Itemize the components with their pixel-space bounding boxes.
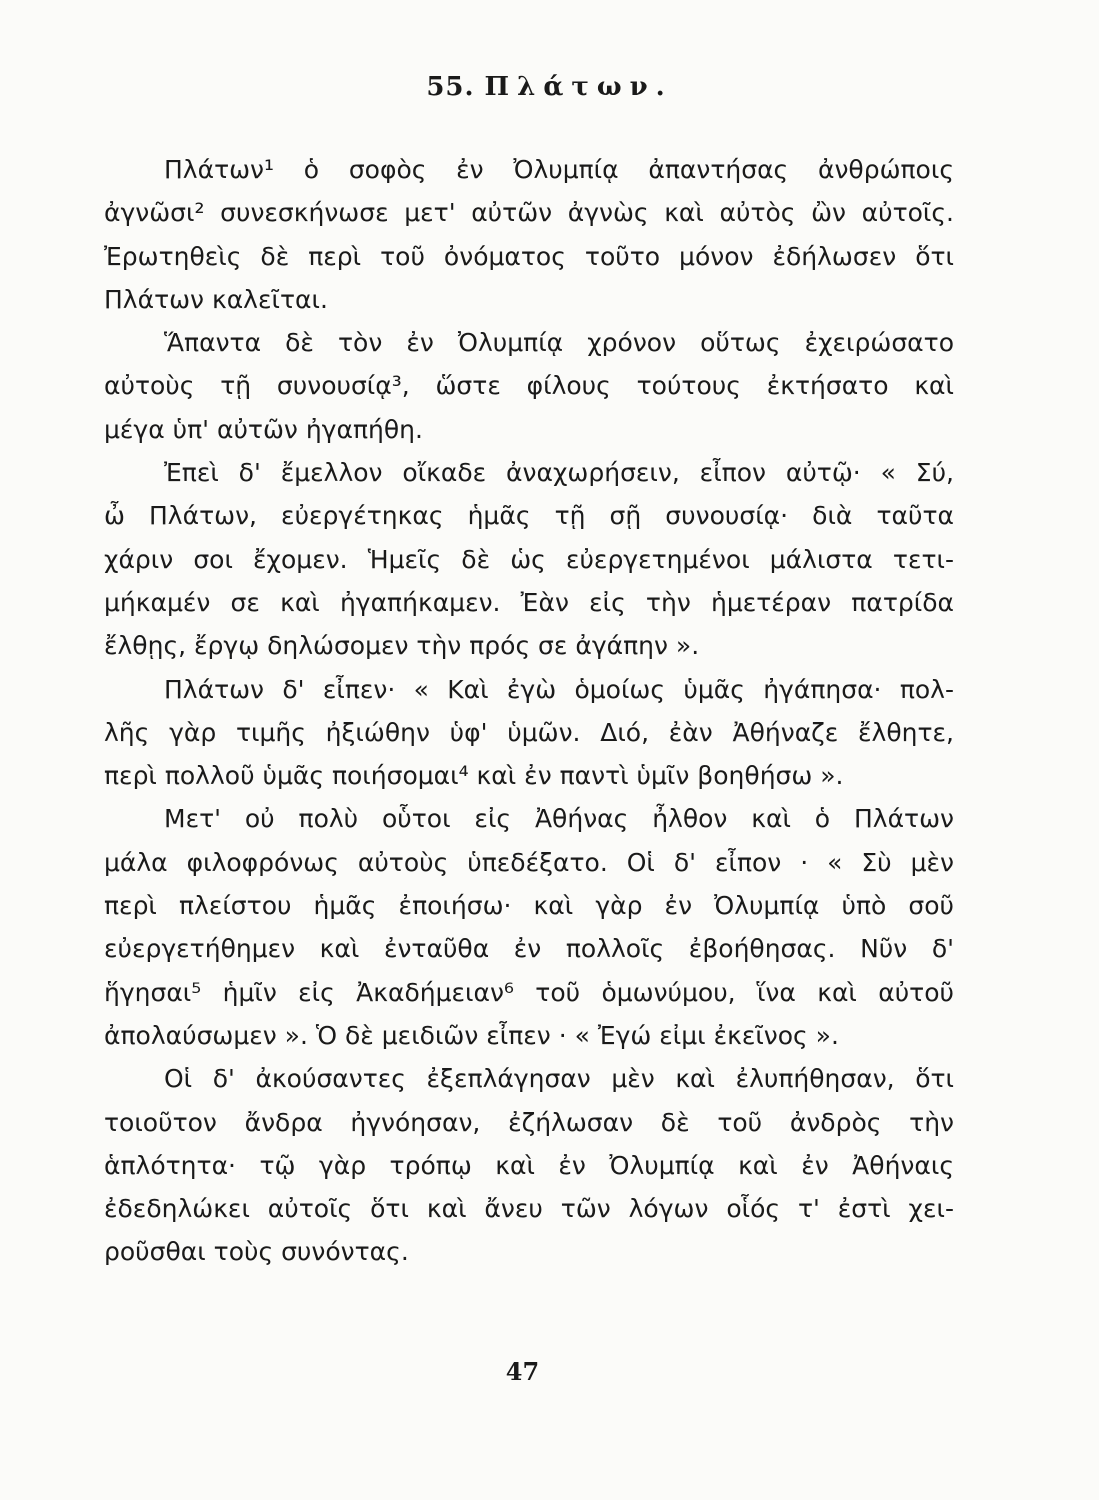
body-text [104,148,954,1274]
chapter-name: Πλάτων. [484,72,673,102]
text-line: ἀγνῶσι² συνεσκήνωσε μετ' αὐτῶν ἀγνὼς καὶ αὐτὸς ὢν αὐτοῖς. [104,198,954,228]
text-line: εὐεργετήθημεν καὶ ἐνταῦθα ἐν πολλοῖς ἐβοήθησας. Νῦν δ' [104,934,954,964]
text-line: ἁπλότητα· τῷ γὰρ τρόπῳ καὶ ἐν Ὀλυμπίᾳ καὶ ἐν Ἀθήναις [104,1150,954,1180]
text-line: περὶ πολλοῦ ὑμᾶς ποιήσομαι⁴ καὶ ἐν παντὶ ὑμῖν βοηθήσω ». [104,761,844,791]
chapter-title [0,72,1099,102]
text-line: Ἐρωτηθεὶς δὲ περὶ τοῦ ὀνόματος τοῦτο μόνον ἐδήλωσεν ὅτι [104,241,954,271]
text-line: ἔλθῃς, ἔργῳ δηλώσομεν τὴν πρός σε ἀγάπην ». [104,631,700,661]
text-line: λῆς γὰρ τιμῆς ἠξιώθην ὑφ' ὑμῶν. Διό, ἐὰν Ἀθήναζε ἔλθητε, [104,717,954,747]
page-number: 47 [505,1357,540,1386]
text-line: μέγα ὑπ' αὐτῶν ἠγαπήθη. [104,414,423,444]
text-line: ἀπολαύσωμεν ». Ὁ δὲ μειδιῶν εἶπεν · « Ἐγώ εἰμι ἐκεῖνος ». [104,1020,839,1050]
text-line: ὦ Πλάτων, εὐεργέτηκας ἡμᾶς τῇ σῇ συνουσίᾳ· διὰ ταῦτα [104,501,954,531]
text-line: τοιοῦτον ἄνδρα ἠγνόησαν, ἐζήλωσαν δὲ τοῦ ἀνδρὸς τὴν [104,1107,954,1137]
text-line: Πλάτων καλεῖται. [104,284,328,314]
text-line: Πλάτων δ' εἶπεν· « Καὶ ἐγὼ ὁμοίως ὑμᾶς ἠγάπησα· πολ- [164,674,954,704]
text-line: ἥγησαι⁵ ἡμῖν εἰς Ἀκαδήμειαν⁶ τοῦ ὁμωνύμου, ἵνα καὶ αὐτοῦ [104,977,954,1007]
text-line: αὐτοὺς τῇ συνουσίᾳ³, ὥστε φίλους τούτους ἐκτήσατο καὶ [104,371,954,401]
text-line: Πλάτων¹ ὁ σοφὸς ἐν Ὀλυμπίᾳ ἀπαντήσας ἀνθρώποις [164,155,954,184]
text-line: μάλα φιλοφρόνως αὐτοὺς ὑπεδέξατο. Οἱ δ' εἶπον · « Σὺ μὲν [104,847,954,877]
text-line: ροῦσθαι τοὺς συνόντας. [104,1237,409,1267]
text-line: μήκαμέν σε καὶ ἠγαπήκαμεν. Ἐὰν εἰς τὴν ἡμετέραν πατρίδα [104,587,954,617]
text-line: Ἐπεὶ δ' ἔμελλον οἴκαδε ἀναχωρήσειν, εἶπον αὐτῷ· « Σύ, [164,458,954,488]
text-line: Μετ' οὐ πολὺ οὗτοι εἰς Ἀθήνας ἦλθον καὶ ὁ Πλάτων [164,804,954,834]
text-line: χάριν σοι ἔχομεν. Ἡμεῖς δὲ ὡς εὐεργετημένοι μάλιστα τετι- [104,544,954,574]
text-line: ἐδεδηλώκει αὐτοῖς ὅτι καὶ ἄνευ τῶν λόγων οἷός τ' ἐστὶ χει- [104,1194,954,1224]
text-line: περὶ πλείστου ἡμᾶς ἐποιήσω· καὶ γὰρ ἐν Ὀλυμπίᾳ ὑπὸ σοῦ [104,891,954,921]
text-line: Οἱ δ' ἀκούσαντες ἐξεπλάγησαν μὲν καὶ ἐλυπήθησαν, ὅτι [164,1064,954,1094]
text-line: Ἅπαντα δὲ τὸν ἐν Ὀλυμπίᾳ χρόνον οὕτως ἐχειρώσατο [164,328,954,358]
chapter-number: 55. [426,72,475,102]
